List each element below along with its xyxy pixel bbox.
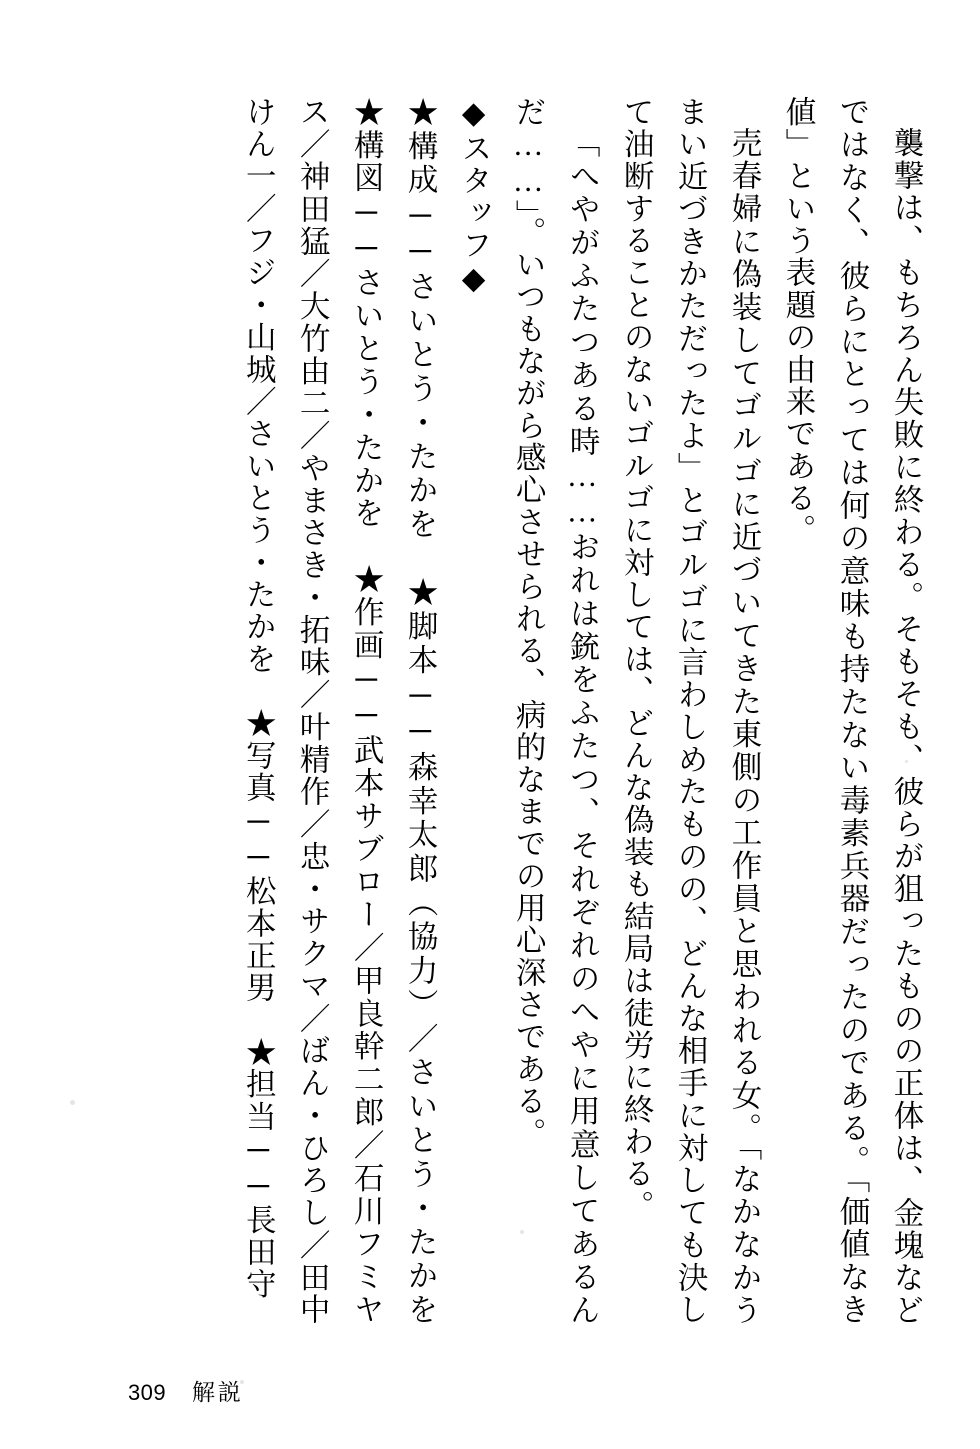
paragraph-1: 襲撃は、もちろん失敗に終わる。そもそも、彼らが狙ったものの正体は、金塊などではなく、彼らにとっては何の意味も持たない毒素兵器だったのである。「価値なき値」という表題の由来である。 bbox=[781, 96, 923, 1326]
page-footer bbox=[128, 1374, 244, 1407]
vertical-body-text bbox=[150, 96, 932, 1359]
footer-section-label: 解説 bbox=[192, 1380, 244, 1405]
paper-speck bbox=[70, 1100, 75, 1105]
page-number: 309 bbox=[128, 1380, 167, 1405]
paragraph-3: 「へやがふたつある時……おれは銃をふたつ、それぞれのへやに用意してあるんだ……」。いつもながら感心させられる、病的なまでの用心深さである。 bbox=[511, 96, 600, 1326]
staff-credits: ★構成──さいとう・たかを ★脚本──森幸太郎（協力）／さいとう・たかを ★構図──さいとう・たかを ★作画──武本サブロー／甲良幹二郎／石川フミヤス／神田猛／大竹由二／やまさき・拓味／叶精作／忠・サクマ／ばん・ひろし／田中けん一／フジ・山城／さいとう・たかを ★写真──松本正男 ★担当──長田守 bbox=[241, 96, 438, 1359]
paragraph-2: 売春婦に偽装してゴルゴに近づいてきた東側の工作員と思われる女。「なかなかうまい近づきかただったよ」とゴルゴに言わしめたものの、どんな相手に対しても決して油断することのないゴルゴに対しては、どんな偽装も結局は徒労に終わる。 bbox=[619, 96, 762, 1326]
staff-heading: ◆スタッフ◆ bbox=[457, 96, 492, 299]
